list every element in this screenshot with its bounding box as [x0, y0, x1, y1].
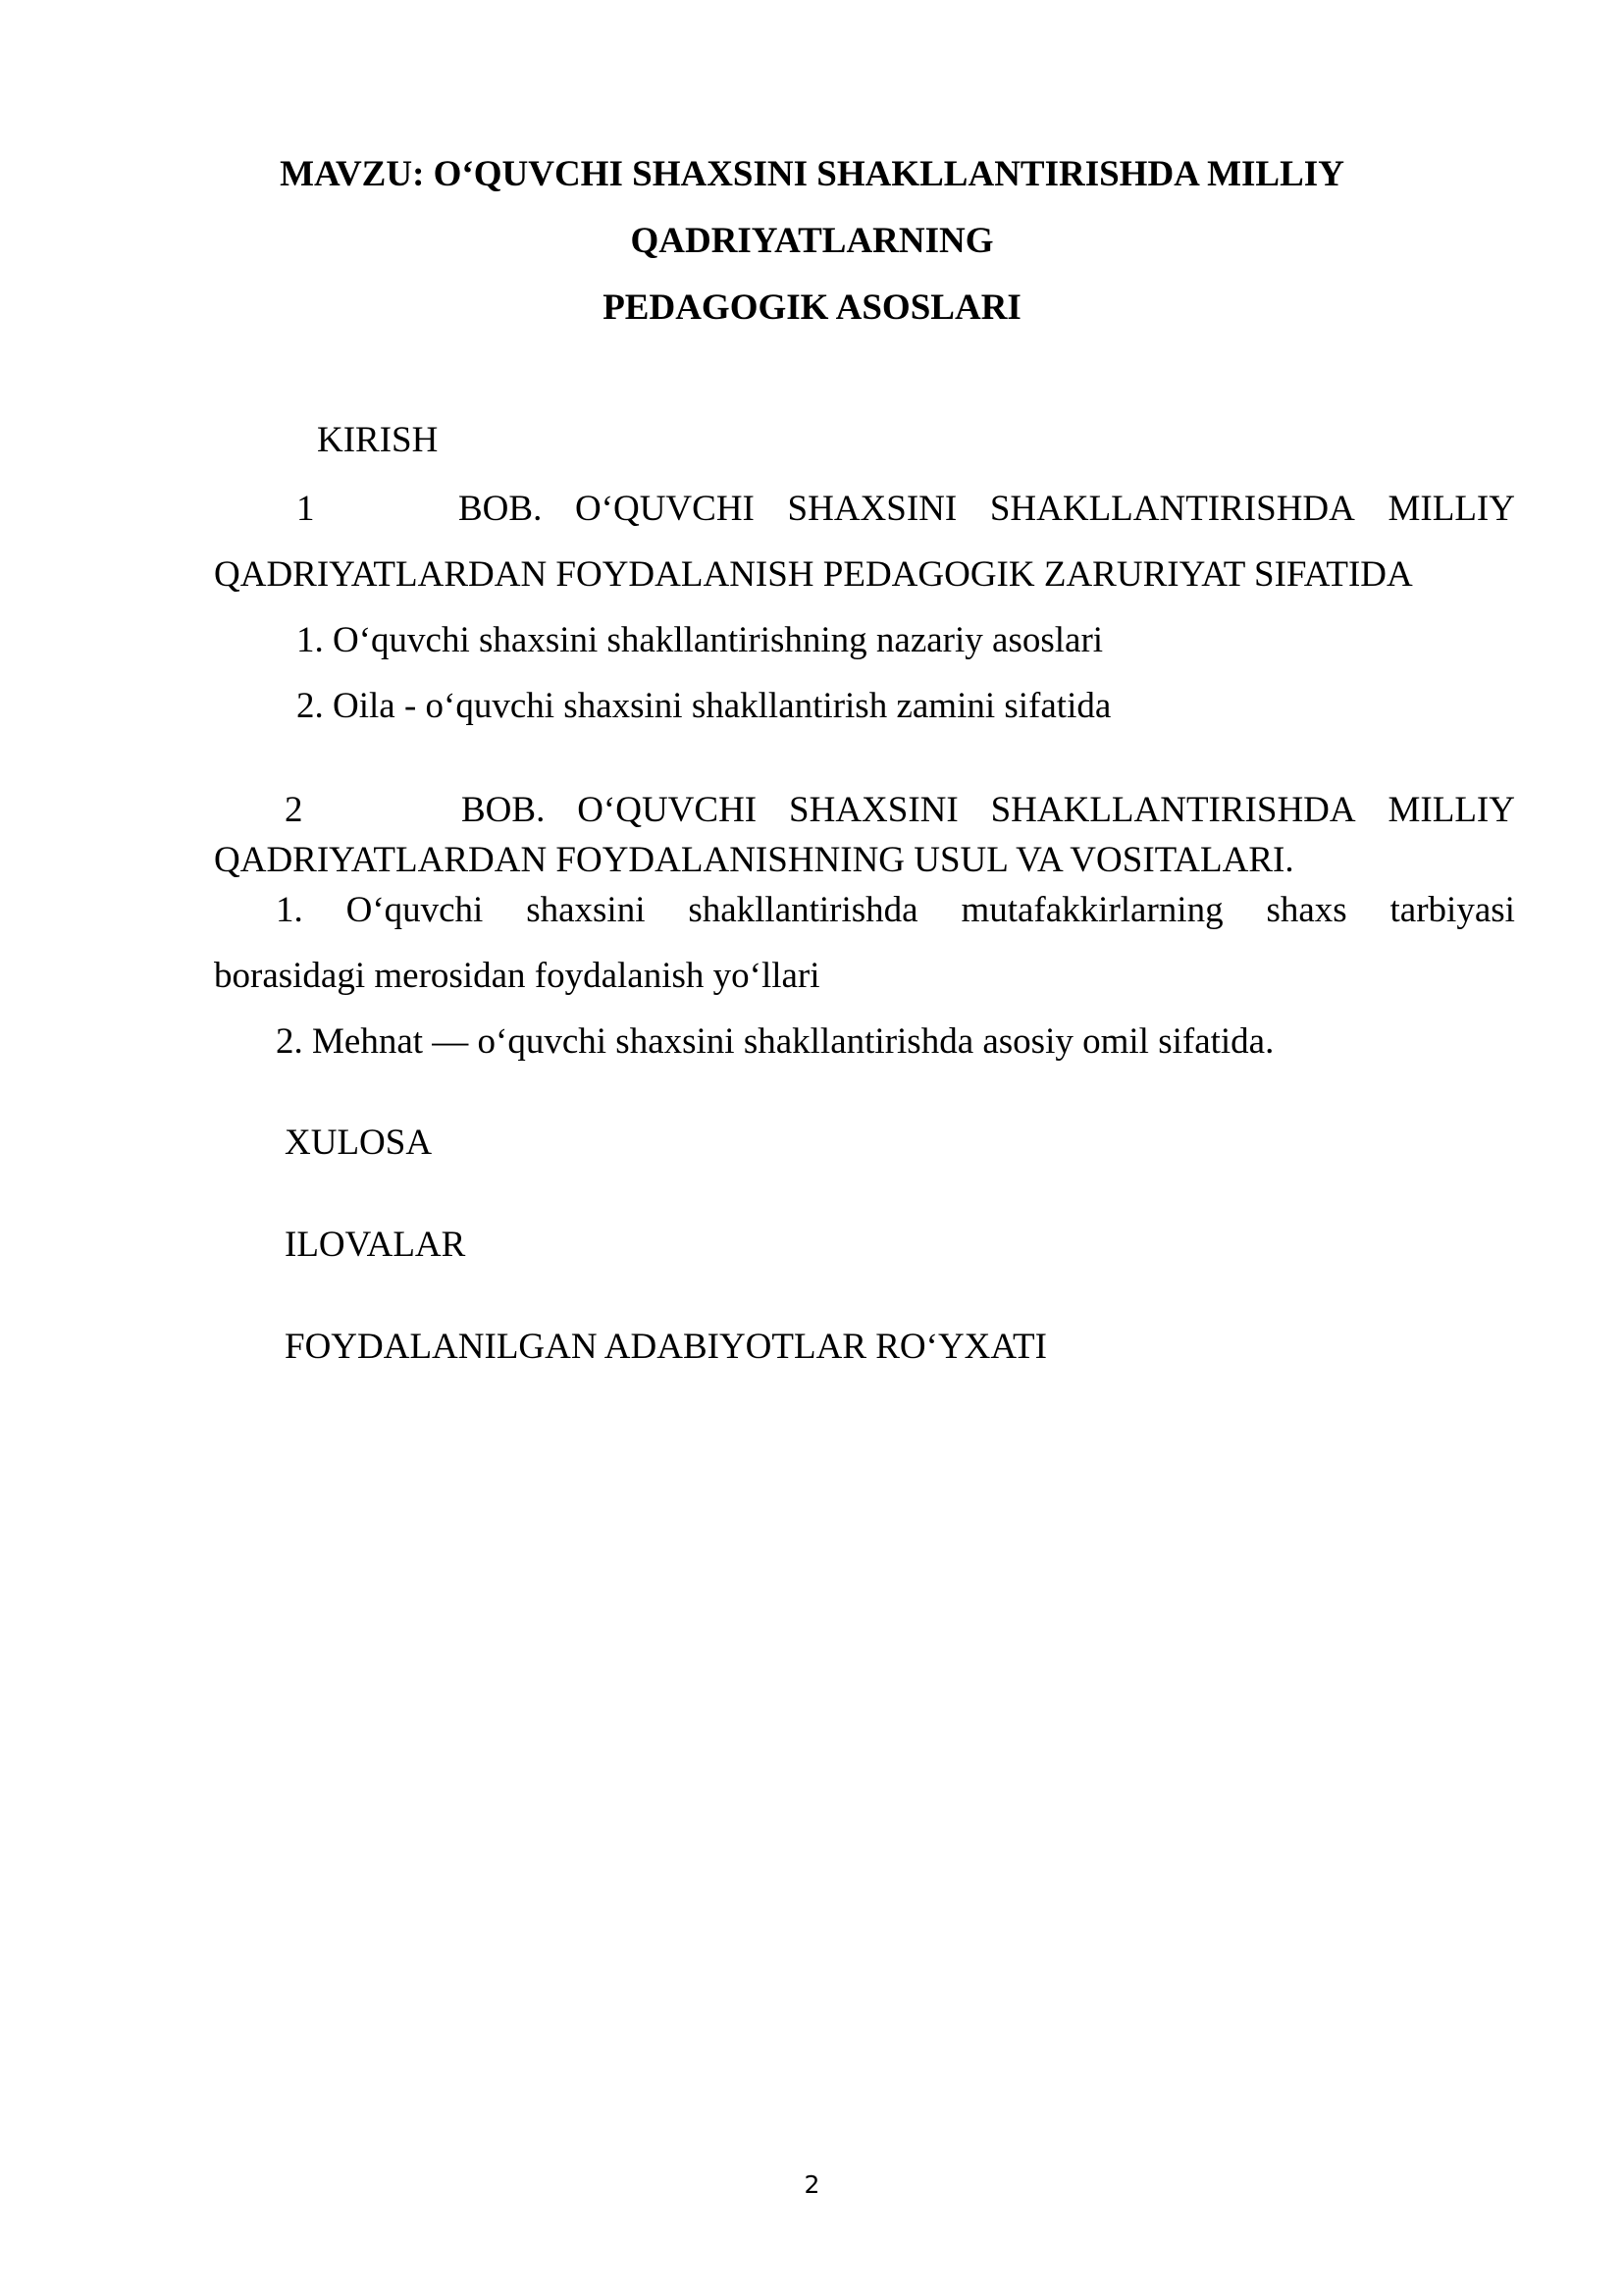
chapter2-word: BOB.: [461, 790, 546, 830]
chapter2-section-2: 2. Mehnat — o‘quvchi shaxsini shakllantirishda asosiy omil sifatida.: [276, 1021, 1275, 1062]
chapter1-word: MILLIY: [1388, 489, 1515, 529]
toc-references: FOYDALANILGAN ADABIYOTLAR RO‘YXATI: [285, 1327, 1047, 1367]
chapter1-section-2: 2. Oila - o‘quvchi shaxsini shakllantirish zamini sifatida: [296, 686, 1112, 726]
toc-conclusion: XULOSA: [285, 1122, 433, 1163]
title-line-1: MAVZU: O‘QUVCHI SHAXSINI SHAKLLANTIRISHDA MILLIY: [280, 154, 1344, 194]
chapter1-word: SHAXSINI: [787, 489, 958, 529]
chapter1-number: 1: [296, 489, 315, 529]
title-line-3: PEDAGOGIK ASOSLARI: [602, 287, 1022, 328]
chapter2-section1-word: mutafakkirlarning: [961, 890, 1224, 930]
chapter2-word: SHAKLLANTIRISHDA: [990, 790, 1356, 830]
chapter2-word: SHAXSINI: [789, 790, 959, 830]
chapter2-section1-word: tarbiyasi: [1389, 890, 1515, 930]
chapter1-section-1: 1. O‘quvchi shaxsini shakllantirishning nazariy asoslari: [296, 620, 1104, 660]
chapter2-section1-word: 1.: [276, 890, 303, 930]
chapter2-heading: [461, 789, 1515, 832]
chapter2-word: O‘QUVCHI: [577, 790, 758, 830]
chapter2-section-1: [276, 889, 1515, 932]
chapter2-section1-word: shaxsini: [526, 890, 646, 930]
chapter1-word: O‘QUVCHI: [574, 489, 755, 529]
chapter2-section1-word: O‘quvchi: [345, 890, 484, 930]
chapter2-section1-word: shakllantirishda: [688, 890, 918, 930]
chapter2-section-1-continuation: borasidagi merosidan foydalanish yo‘llari: [214, 956, 820, 996]
chapter1-heading-continuation: QADRIYATLARDAN FOYDALANISH PEDAGOGIK ZARURIYAT SIFATIDA: [214, 554, 1413, 595]
chapter1-word: SHAKLLANTIRISHDA: [989, 489, 1355, 529]
chapter2-word: MILLIY: [1388, 790, 1515, 830]
chapter1-heading: [458, 488, 1515, 531]
chapter2-section1-word: shaxs: [1266, 890, 1347, 930]
toc-appendices: ILOVALAR: [285, 1225, 466, 1265]
title-line-2: QADRIYATLARNING: [630, 221, 994, 261]
chapter2-number: 2: [285, 790, 303, 830]
page-number: 2: [804, 2170, 820, 2199]
toc-intro: KIRISH: [317, 420, 439, 460]
chapter1-word: BOB.: [458, 489, 543, 529]
chapter2-heading-continuation: QADRIYATLARDAN FOYDALANISHNING USUL VA VOSITALARI.: [214, 840, 1294, 880]
